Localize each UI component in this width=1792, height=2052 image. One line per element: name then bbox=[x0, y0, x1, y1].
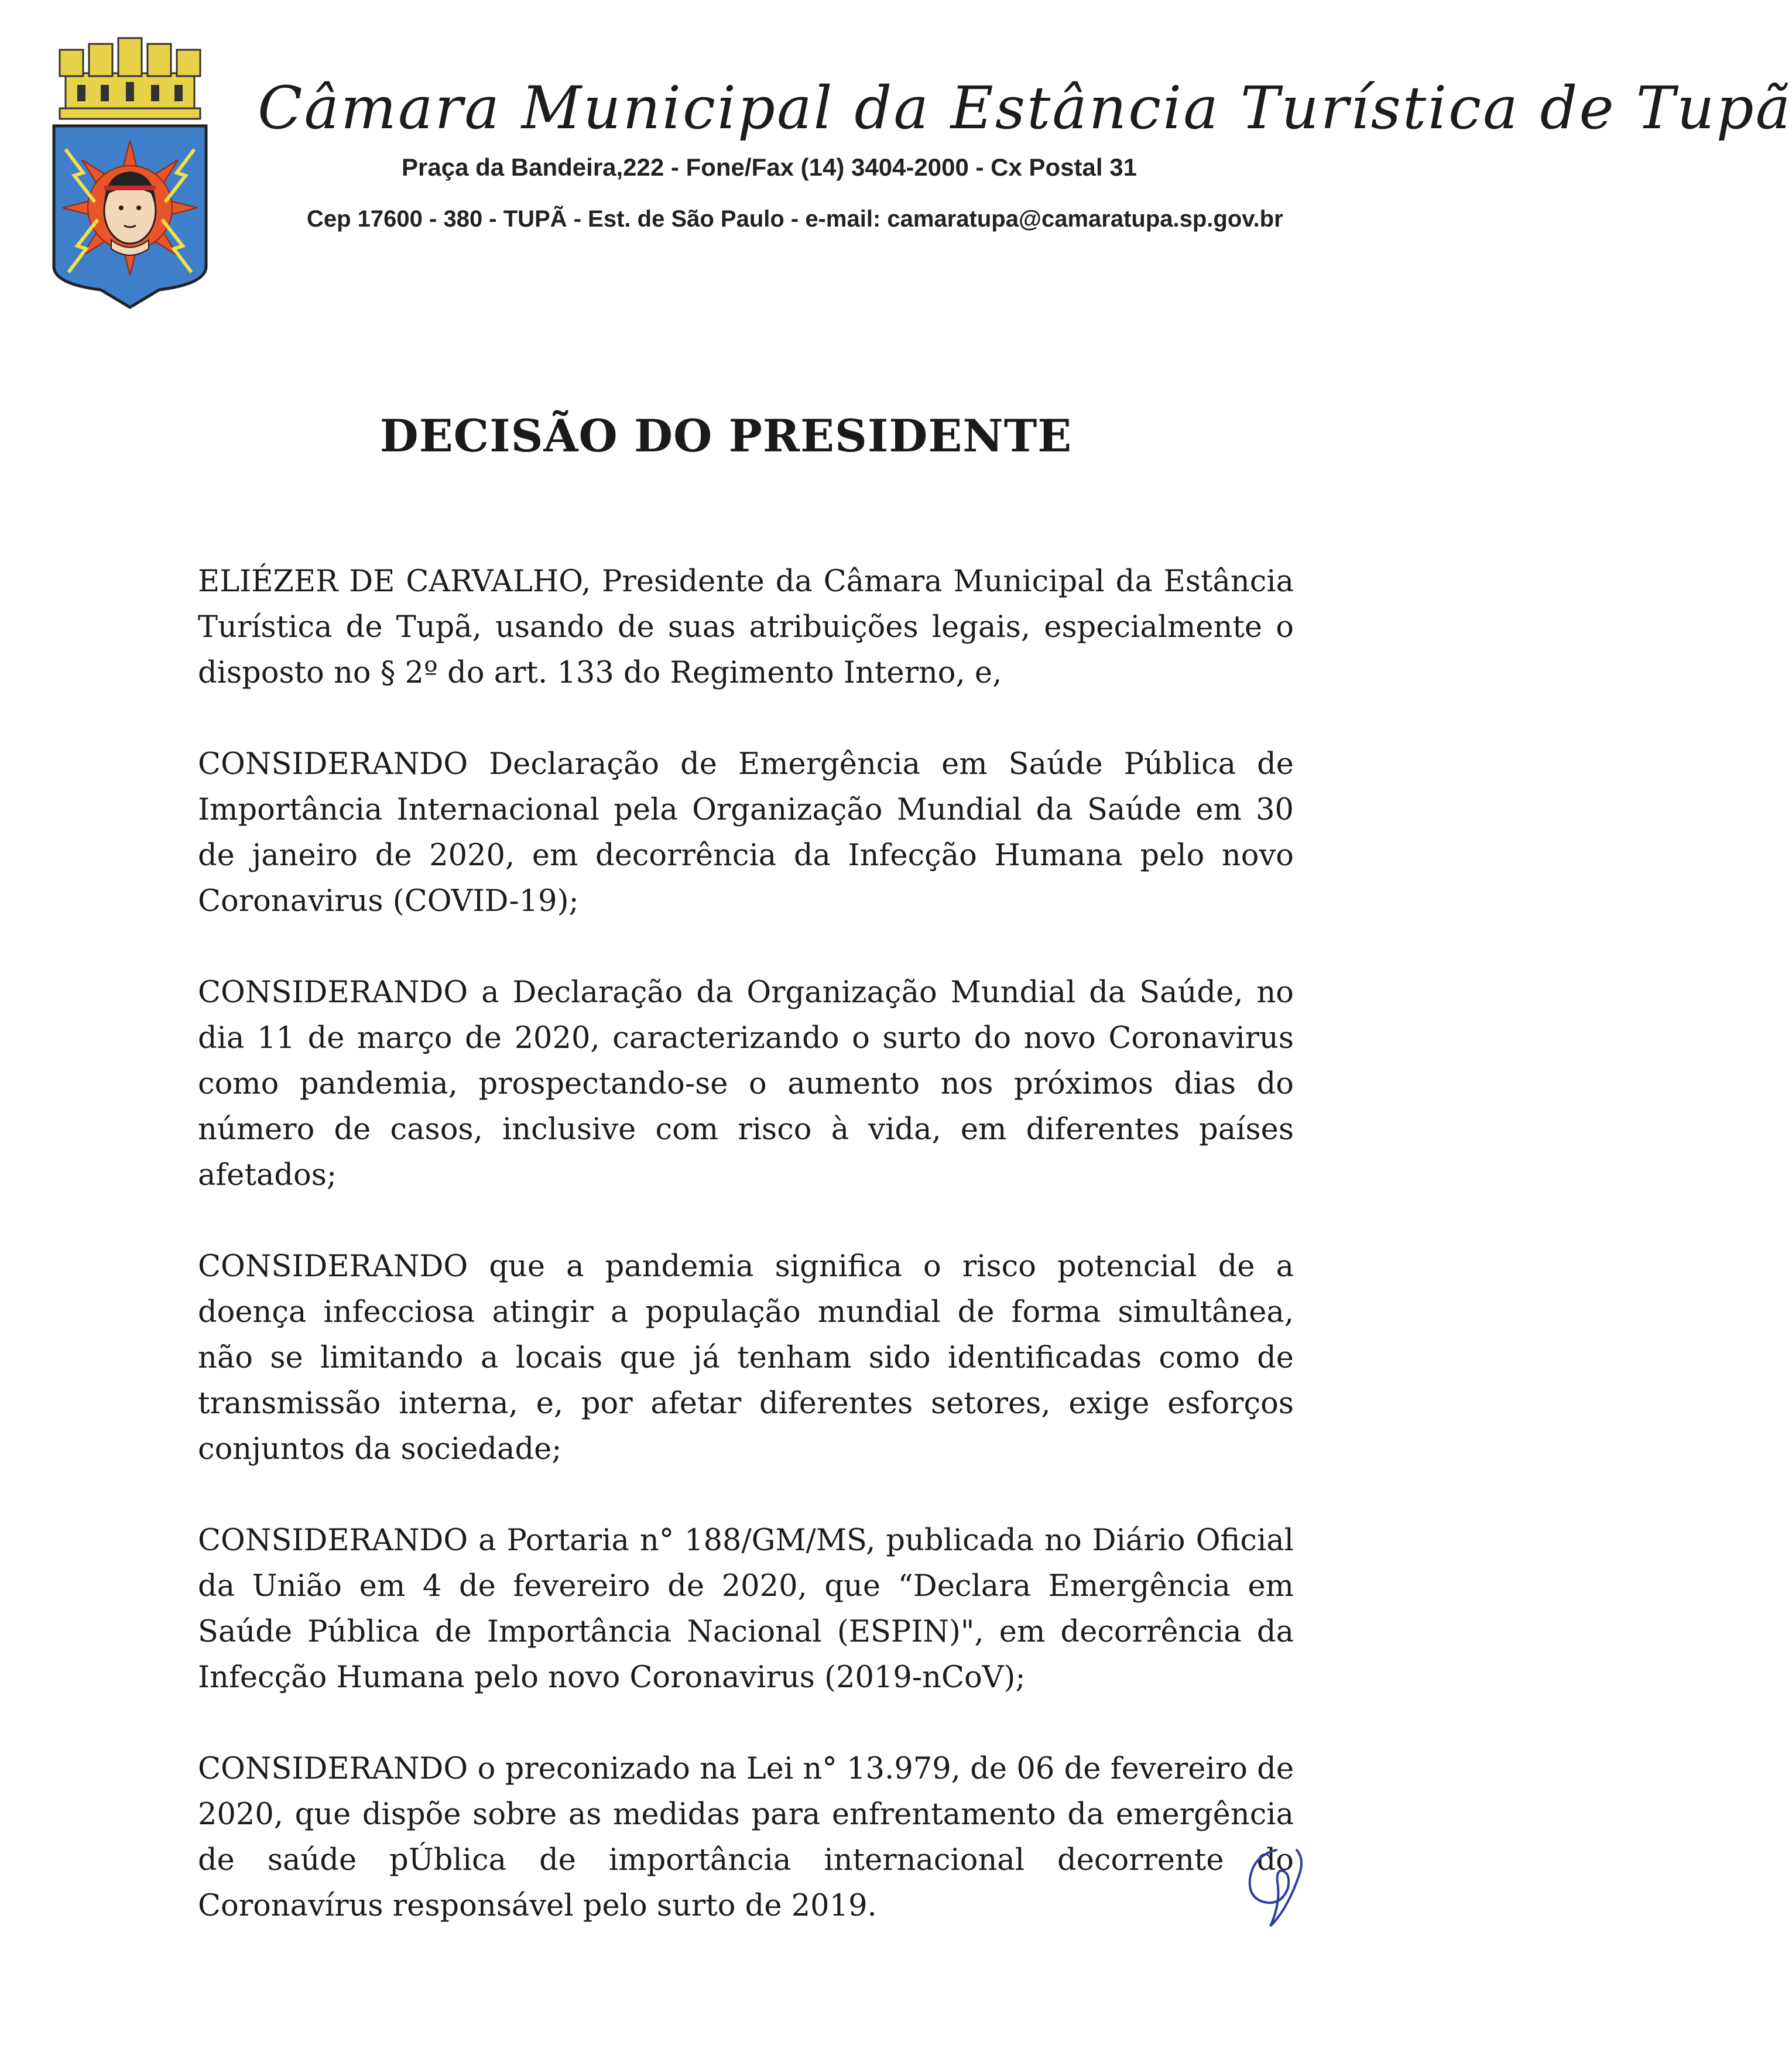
paragraph-considerando-1: CONSIDERANDO Declaração de Emergência em Saúde Pública de Importância Internacional pela Organização Mundial da Saúde em 30 de janeiro de 2020, em decorrência da Infecção Humana pelo novo Coronavirus (COVID-19); bbox=[198, 747, 1294, 919]
document-title: DECISÃO DO PRESIDENTE bbox=[379, 410, 1073, 462]
handwritten-initials-icon bbox=[1235, 1838, 1311, 1938]
document-body bbox=[198, 559, 1294, 1929]
paragraph-considerando-2: CONSIDERANDO a Declaração da Organização Mundial da Saúde, no dia 11 de março de 2020, caracterizando o surto do novo Coronavirus como pandemia, prospectando-se o aumento nos próximos dias do número de casos, inclusive com risco à vida, em diferentes países afetados; bbox=[198, 975, 1294, 1193]
paragraph-considerando-5: CONSIDERANDO o preconizado na Lei n° 13.979, de 06 de fevereiro de 2020, que dispõe sobre as medidas para enfrentamento da emergência de saúde pÚblica de importância internacional decorrente do Coronavírus responsável pelo surto de 2019. bbox=[198, 1752, 1294, 1923]
coat-of-arms-icon bbox=[42, 32, 218, 313]
letterhead bbox=[0, 0, 1792, 328]
paragraph-preamble: ELIÉZER DE CARVALHO, Presidente da Câmara Municipal da Estância Turística de Tupã, usando de suas atribuições legais, especialmente o disposto no § 2º do art. 133 do Regimento Interno, e, bbox=[198, 564, 1294, 690]
address-line-2: Cep 17600 - 380 - TUPÃ - Est. de São Paulo - e-mail: camaratupa@camaratupa.sp.gov.br bbox=[307, 206, 1283, 232]
org-name: Câmara Municipal da Estância Turística de Tupã bbox=[258, 74, 1792, 142]
paragraph-considerando-3: CONSIDERANDO que a pandemia significa o risco potencial de a doença infecciosa atingir a população mundial de forma simultânea, não se limitando a locais que já tenham sido identificadas como de transmissão interna, e, por afetar diferentes setores, exige esforços conjuntos da sociedade; bbox=[198, 1249, 1294, 1467]
paragraph-considerando-4: CONSIDERANDO a Portaria n° 188/GM/MS, publicada no Diário Oficial da União em 4 de fevereiro de 2020, que “Declara Emergência em Saúde Pública de Importância Nacional (ESPIN)", em decorrência da Infecção Humana pelo novo Coronavirus (2019-nCoV); bbox=[198, 1523, 1294, 1695]
address-line-1: Praça da Bandeira,222 - Fone/Fax (14) 3404-2000 - Cx Postal 31 bbox=[402, 153, 1137, 181]
